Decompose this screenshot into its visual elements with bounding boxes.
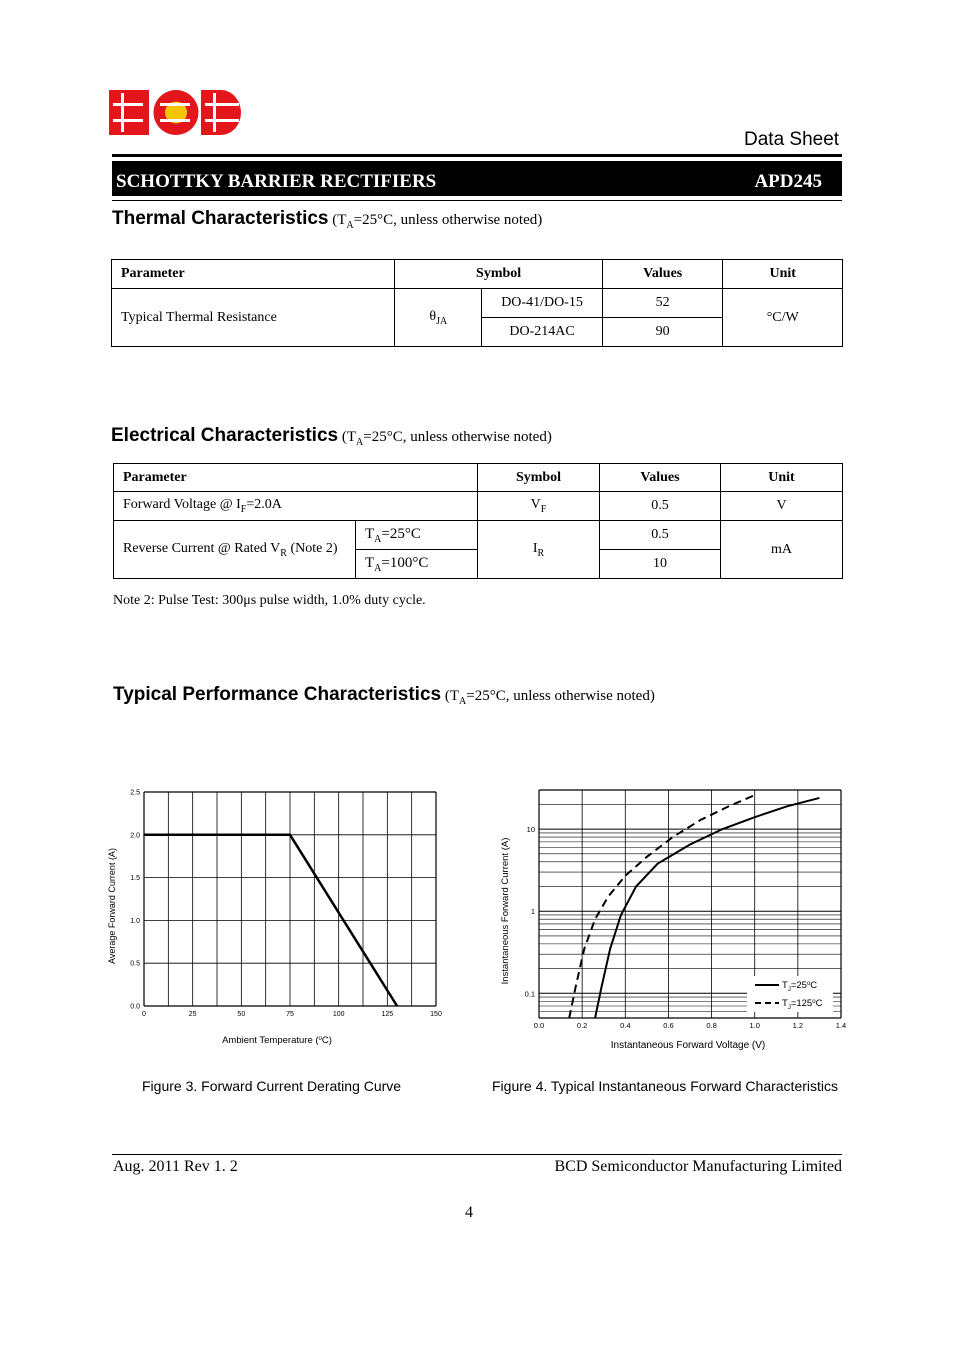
ir-param: Reverse Current @ Rated $V_R$ (Note 2) <box>114 521 356 579</box>
thermal-pkg1: DO-41/DO-15 <box>482 289 603 318</box>
fig3-xtick-label: 125 <box>381 1011 394 1018</box>
thermal-heading: Thermal Characteristics ($T_A=25^\circ C$, unless otherwise noted) <box>112 208 543 231</box>
fig4-xtick-label: 0.2 <box>576 1021 588 1030</box>
vf-param: Forward Voltage @ $I_F=2.0A$ <box>114 492 478 521</box>
vf-symbol: $V_F$ <box>478 492 600 521</box>
doc-type-label: Data Sheet <box>744 129 840 150</box>
table-row <box>114 492 843 521</box>
fig3-xtick-label: 50 <box>237 1011 246 1018</box>
thermal-symbol: $\theta_{JA}$ <box>395 289 482 347</box>
thermal-param: Typical Thermal Resistance <box>112 289 395 347</box>
th-unit: Unit <box>723 260 843 289</box>
figure-3-chart <box>100 780 460 1055</box>
th-values: Values <box>602 260 723 289</box>
fig4-xtick-label: 1.4 <box>835 1021 847 1030</box>
footer-date-rev: Aug. 2011 Rev 1. 2 <box>113 1158 238 1175</box>
th-unit: Unit <box>721 464 843 492</box>
fig3-ytick-label: 0.5 <box>130 960 140 968</box>
logo-letter-d <box>201 90 241 135</box>
thermal-val2: 90 <box>602 318 723 347</box>
vf-value: 0.5 <box>600 492 721 521</box>
header-rule <box>112 154 842 157</box>
fig3-xtick-label: 150 <box>430 1011 442 1018</box>
fig4-xtick-label: 0.8 <box>706 1021 717 1030</box>
part-number: APD245 <box>754 171 822 192</box>
electrical-table <box>113 463 843 579</box>
fig4-xtick-label: 1.0 <box>749 1021 760 1030</box>
title-bar <box>112 161 842 196</box>
th-parameter: Parameter <box>112 260 395 289</box>
fig3-ytick-label: 1.5 <box>130 875 140 883</box>
figure-4-chart <box>495 780 855 1055</box>
typical-heading: Typical Performance Characteristics ($T_A=25^\circ C$, unless otherwise noted) <box>113 684 655 707</box>
ir-unit: mA <box>721 521 843 579</box>
table-header-row <box>114 464 843 492</box>
thermal-unit: °C/W <box>723 289 843 347</box>
th-parameter: Parameter <box>114 464 478 492</box>
fig4-xtick-label: 0.0 <box>533 1021 545 1030</box>
electrical-heading: Electrical Characteristics ($T_A=25^\circ C$, unless otherwise noted) <box>111 425 552 448</box>
figure-4-caption: Figure 4. Typical Instantaneous Forward Characteristics <box>492 1078 839 1094</box>
page-number: 4 <box>465 1204 473 1221</box>
footer-company: BCD Semiconductor Manufacturing Limited <box>554 1158 842 1175</box>
figure-3-caption: Figure 3. Forward Current Derating Curve <box>142 1078 402 1094</box>
legend-125c-label: $T_J=125^oC$ <box>782 998 823 1011</box>
fig4-xlabel: Instantaneous Forward Voltage (V) <box>610 1040 766 1051</box>
th-symbol: Symbol <box>478 464 600 492</box>
footer-rule <box>112 1154 842 1155</box>
thermal-val1: 52 <box>602 289 723 318</box>
bcd-logo <box>109 90 241 135</box>
title-underline <box>112 200 842 201</box>
fig3-xlabel: Ambient Temperature ($^o$C) <box>222 1035 332 1046</box>
th-symbol: Symbol <box>395 260 602 289</box>
fig4-ylabel: Instantaneous Forward Current (A) <box>500 837 511 985</box>
ir-cond-25: $T_A=25^\circ C$ <box>356 521 478 550</box>
ir-value-25: 0.5 <box>600 521 721 550</box>
note-2: Note 2: Pulse Test: 300μs pulse width, 1.0% duty cycle. <box>113 593 426 608</box>
ir-symbol: $I_R$ <box>478 521 600 579</box>
th-values: Values <box>600 464 721 492</box>
table-row <box>112 289 843 318</box>
fig3-ytick-label: 2.0 <box>130 832 140 840</box>
fig4-ytick-label: 10 <box>526 825 535 835</box>
table-header-row <box>112 260 843 289</box>
fig3-ytick-label: 2.5 <box>130 789 140 797</box>
fig3-xtick-label: 75 <box>286 1011 294 1018</box>
fig4-ytick-label: 1 <box>530 907 535 917</box>
vf-unit: V <box>721 492 843 521</box>
ir-value-100: 10 <box>600 550 721 579</box>
fig3-ytick-label: 0.0 <box>130 1003 140 1011</box>
logo-letter-b <box>109 90 149 135</box>
fig3-xtick-label: 0 <box>142 1011 146 1018</box>
table-row <box>114 521 843 550</box>
fig3-xtick-label: 25 <box>188 1011 197 1018</box>
product-family: SCHOTTKY BARRIER RECTIFIERS <box>116 171 437 192</box>
thermal-pkg2: DO-214AC <box>482 318 603 347</box>
fig3-grid <box>144 792 436 1006</box>
fig4-ytick-label: 0.1 <box>524 989 535 999</box>
ir-cond-100: $T_A=100^\circ C$ <box>356 550 478 579</box>
legend-25c-label: $T_J=25^oC$ <box>782 980 818 993</box>
fig3-xtick-label: 100 <box>332 1011 345 1018</box>
fig4-xtick-label: 1.2 <box>792 1021 804 1030</box>
fig3-ticks <box>130 790 442 1019</box>
fig3-ylabel: Average Forward Current (A) <box>107 848 117 964</box>
logo-letter-c <box>154 90 199 135</box>
fig4-xtick-label: 0.4 <box>620 1021 631 1030</box>
thermal-table <box>111 259 843 347</box>
fig3-ytick-label: 1.0 <box>130 917 140 925</box>
fig4-xtick-label: 0.6 <box>663 1021 674 1030</box>
